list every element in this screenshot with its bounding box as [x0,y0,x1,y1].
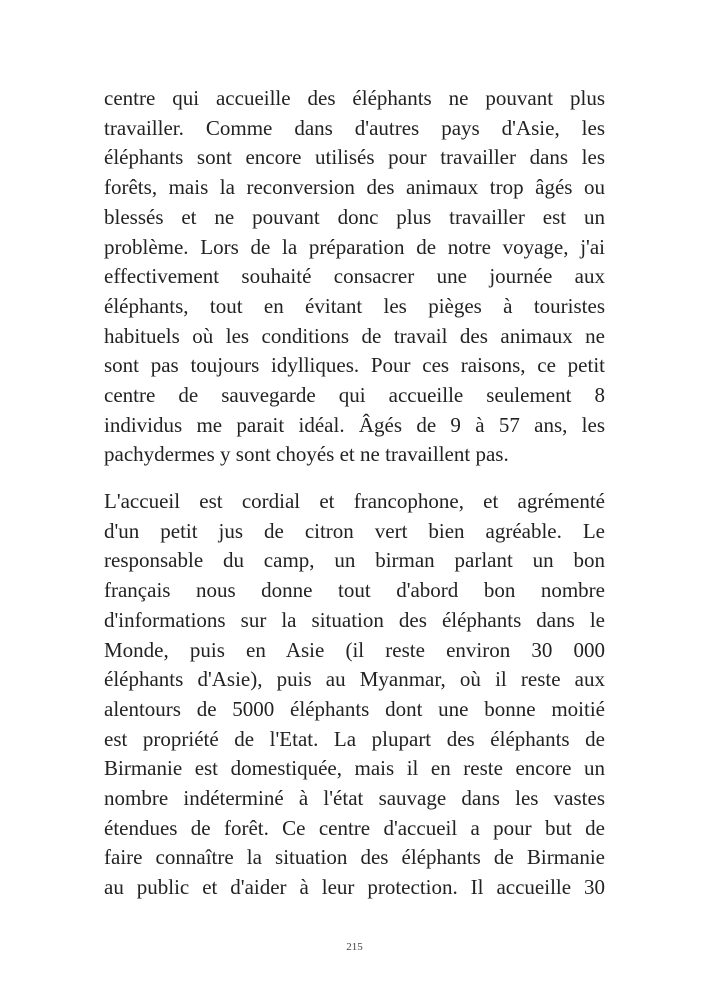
paragraph-line: faire connaître la situation des éléphants de Birmanie [104,845,605,870]
paragraph-line: effectivement souhaité consacrer une journée aux [104,264,605,289]
paragraph-line: problème. Lors de la préparation de notre voyage, j'ai [104,234,605,259]
paragraph-line: L'accueil est cordial et francophone, et agrémenté [104,489,605,513]
paragraph-line: centre de sauvegarde qui accueille seulement 8 [104,383,605,408]
paragraph-line: éléphants sont encore utilisés pour travailler dans les [104,145,605,170]
paragraph-line: nombre indéterminé à l'état sauvage dans les vastes [104,786,605,811]
paragraph-2 [104,487,605,903]
paragraph-line: au public et d'aider à leur protection. Il accueille 30 [104,875,605,900]
paragraph-line: blessés et ne pouvant donc plus travailler est un [104,204,605,229]
paragraph-line: Birmanie est domestiquée, mais il en reste encore un [104,756,605,781]
paragraph-line: d'un petit jus de citron vert bien agréable. Le [104,518,605,543]
paragraph-line: étendues de forêt. Ce centre d'accueil a pour but de [104,815,605,840]
paragraph-line: habituels où les conditions de travail des animaux ne [104,323,605,348]
paragraph-line: éléphants, tout en évitant les pièges à touristes [104,293,605,318]
paragraph-line: responsable du camp, un birman parlant un bon [104,548,605,573]
paragraph-line: centre qui accueille des éléphants ne pouvant plus [104,86,605,110]
paragraph-line: d'informations sur la situation des éléphants dans le [104,607,605,632]
paragraph-line: éléphants d'Asie), puis au Myanmar, où il reste aux [104,667,605,692]
paragraph-line: sont pas toujours idylliques. Pour ces raisons, ce petit [104,353,605,378]
paragraph-line: Monde, puis en Asie (il reste environ 30 000 [104,637,605,662]
paragraph-line: travailler. Comme dans d'autres pays d'Asie, les [104,115,605,140]
page-number: 215 [346,941,363,953]
paragraph-line: individus me parait idéal. Âgés de 9 à 57 ans, les [104,412,605,437]
paragraph-1 [104,84,605,470]
paragraph-line: est propriété de l'Etat. La plupart des éléphants de [104,726,605,751]
paragraph-line: forêts, mais la reconversion des animaux trop âgés ou [104,175,605,200]
paragraph-line: français nous donne tout d'abord bon nombre [104,578,605,603]
paragraph-line: pachydermes y sont choyés et ne travaillent pas. [104,442,509,467]
paragraph-line: alentours de 5000 éléphants dont une bonne moitié [104,696,605,721]
